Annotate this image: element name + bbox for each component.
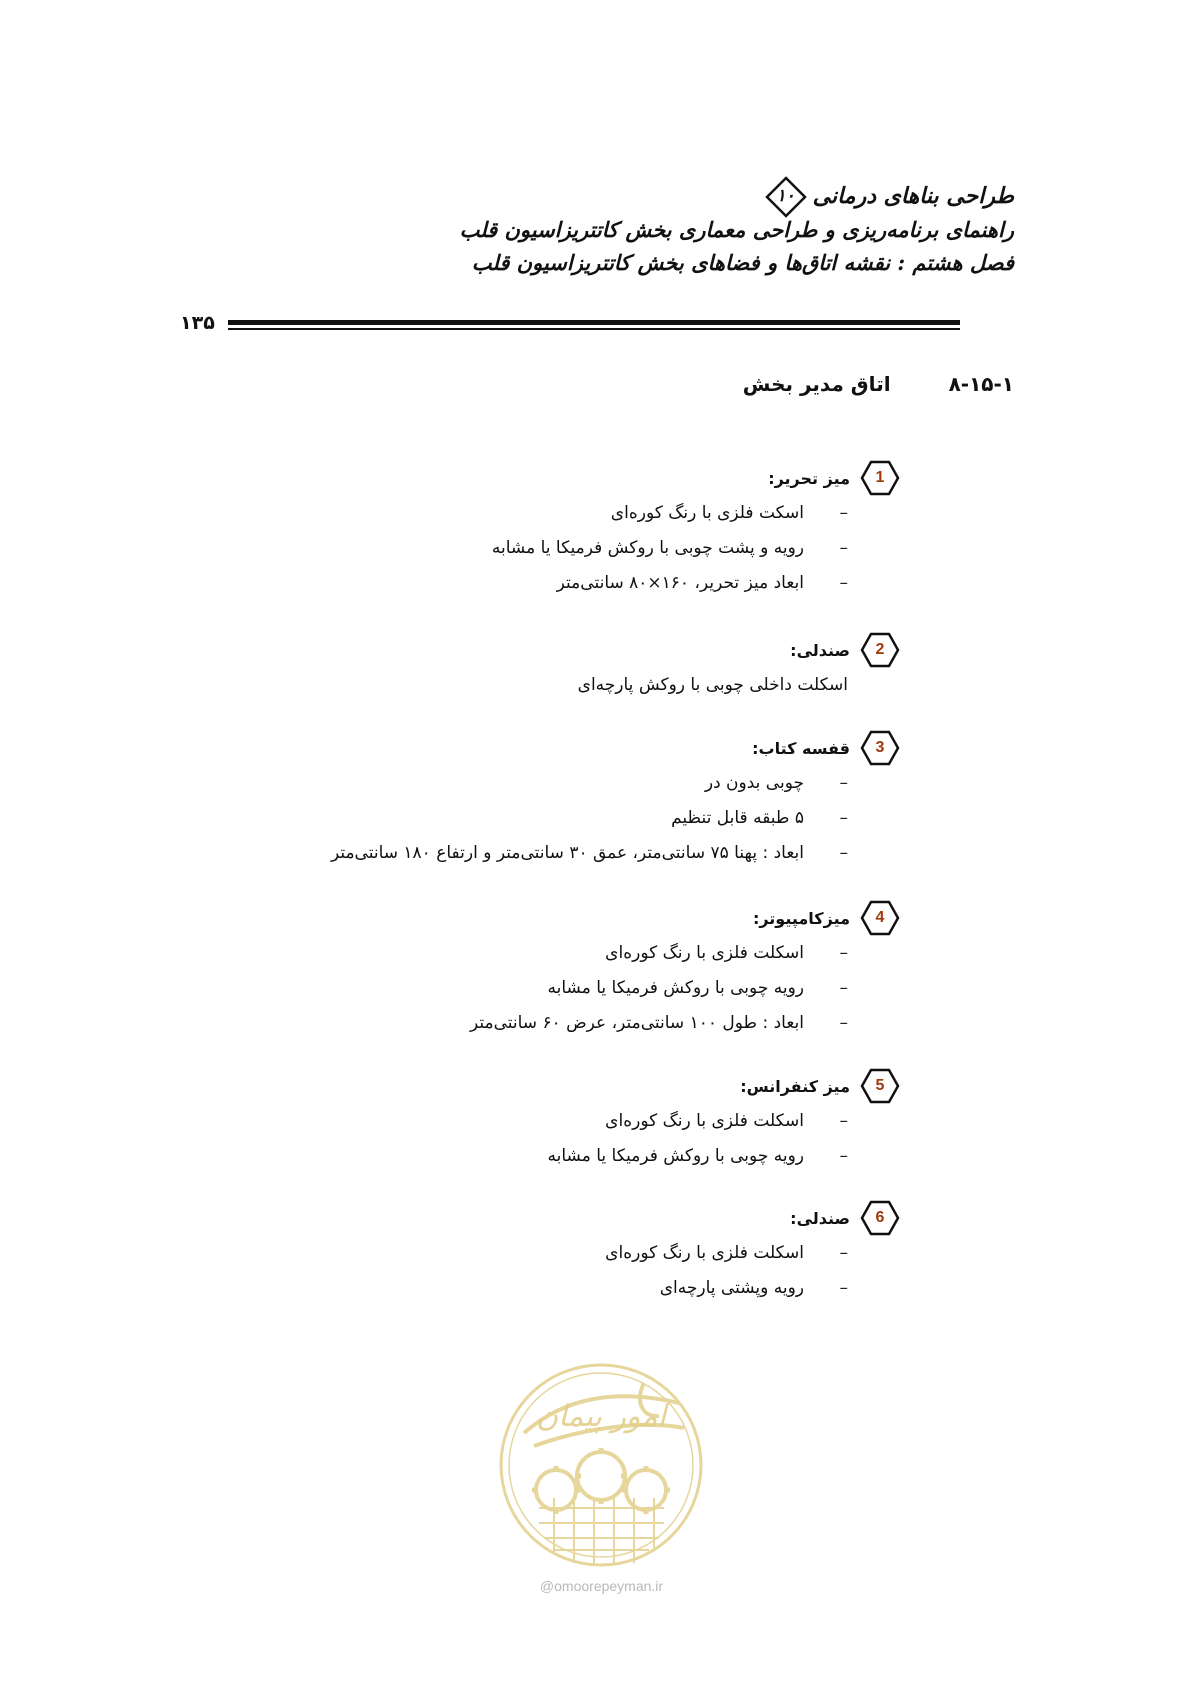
volume-diamond-badge: [765, 176, 807, 218]
hexagon-number-badge: [860, 1200, 900, 1236]
dash-marker: –: [839, 1146, 848, 1166]
section-number: ۸-۱۵-۱: [948, 372, 1014, 396]
item-title: صندلی:: [790, 640, 850, 660]
dash-marker: –: [839, 1243, 848, 1263]
item-conference-table: [200, 1068, 900, 1174]
logo-lettering: امور پیمان: [536, 1399, 666, 1434]
list-item-text: چوبی بدون در: [704, 773, 804, 793]
bullet-list: [200, 496, 848, 601]
volume-number: ۱۰: [776, 186, 795, 206]
dash-marker: –: [839, 573, 848, 593]
list-item-text: رویه وپشتی پارچه‌ای: [659, 1278, 804, 1298]
dash-marker: –: [839, 843, 848, 863]
list-item-text: ابعاد : پهنا ۷۵ سانتی‌متر، عمق ۳۰ سانتی‌متر و ارتفاع ۱۸۰ سانتی‌متر: [330, 843, 804, 863]
item-chair-2: [200, 1200, 900, 1306]
list-item: [200, 1006, 848, 1041]
list-item-text: رویه و پشت چوبی با روکش فرمیکا یا مشابه: [491, 538, 804, 558]
bullet-list: [200, 936, 848, 1041]
chapter-title: فصل هشتم : نقشه اتاق‌ها و فضاهای بخش کاتتریزاسیون قلب: [471, 250, 1014, 275]
book-title: طراحی بناهای درمانی: [812, 183, 1014, 209]
list-item-text: ابعاد : طول ۱۰۰ سانتی‌متر، عرض ۶۰ سانتی‌متر: [469, 1013, 804, 1033]
badge-number: 6: [875, 1209, 885, 1226]
dash-marker: –: [839, 773, 848, 793]
list-item-text: رویه چوبی با روکش فرمیکا یا مشابه: [547, 1146, 804, 1166]
list-item: [200, 1271, 848, 1306]
item-bookshelf: [200, 730, 900, 871]
item-title: قفسه کتاب:: [752, 738, 850, 758]
item-chair: [200, 632, 900, 703]
dash-marker: –: [839, 1013, 848, 1033]
guide-title: راهنمای برنامه‌ریزی و طراحی معماری بخش کاتتریزاسیون قلب: [459, 217, 1014, 242]
item-head: [200, 900, 900, 936]
list-item-text: ابعاد میز تحریر، ۱۶۰×۸۰ سانتی‌متر: [556, 573, 804, 593]
badge-number: 1: [875, 469, 885, 486]
list-item: [200, 1104, 848, 1139]
item-desk: [200, 460, 900, 601]
item-head: [200, 1068, 900, 1104]
list-item-text: اسکلت فلزی با رنگ کوره‌ای: [605, 1243, 804, 1263]
list-item: [200, 1236, 848, 1271]
item-title: میز کنفرانس:: [740, 1076, 850, 1096]
badge-number: 5: [875, 1077, 885, 1094]
hexagon-number-badge: [860, 730, 900, 766]
hexagon-number-badge: [860, 632, 900, 668]
hexagon-number-badge: [860, 1068, 900, 1104]
section-title: اتاق مدیر بخش: [742, 372, 891, 396]
list-item: [200, 801, 848, 836]
page-number: ۱۳۵: [180, 312, 215, 334]
item-head: [200, 730, 900, 766]
dash-marker: –: [839, 503, 848, 523]
item-head: [200, 1200, 900, 1236]
item-description: اسکلت داخلی چوبی با روکش پارچه‌ای: [577, 675, 848, 695]
dash-marker: –: [839, 943, 848, 963]
bullet-list: [200, 766, 848, 871]
rule-thin-line: [228, 328, 960, 330]
list-item-text: اسکت فلزی با رنگ کوره‌ای: [610, 503, 804, 523]
rule-thick-line: [228, 320, 960, 325]
dash-marker: –: [839, 808, 848, 828]
item-title: میزکامپیوتر:: [752, 908, 850, 928]
hexagon-number-badge: [860, 900, 900, 936]
header-book-line: [254, 180, 1014, 213]
hexagon-number-badge: [860, 460, 900, 496]
item-head: [200, 632, 900, 668]
list-item: [200, 1139, 848, 1174]
list-item: [200, 971, 848, 1006]
list-item-text: اسکلت فلزی با رنگ کوره‌ای: [605, 1111, 804, 1131]
list-item: [200, 496, 848, 531]
bullet-list: [200, 1104, 848, 1174]
omoore-peyman-logo-icon: [494, 1358, 709, 1573]
list-item-text: اسکلت فلزی با رنگ کوره‌ای: [605, 943, 804, 963]
item-head: [200, 460, 900, 496]
item-computer-desk: [200, 900, 900, 1041]
watermark-url: @omoorepeyman.ir: [539, 1578, 664, 1594]
header-rule: [180, 312, 960, 334]
badge-number: 2: [875, 641, 885, 658]
bullet-list: [200, 1236, 848, 1306]
dash-marker: –: [839, 538, 848, 558]
list-item: [200, 836, 848, 871]
list-item: [200, 531, 848, 566]
list-item: [200, 566, 848, 601]
list-item: [200, 766, 848, 801]
dash-marker: –: [839, 1111, 848, 1131]
badge-number: 3: [875, 739, 885, 756]
list-item-text: ۵ طبقه قابل تنظیم: [671, 808, 804, 828]
list-item-text: رویه چوبی با روکش فرمیکا یا مشابه: [547, 978, 804, 998]
item-title: صندلی:: [790, 1208, 850, 1228]
dash-marker: –: [839, 1278, 848, 1298]
list-item: [200, 936, 848, 971]
section-heading: [743, 372, 1014, 396]
page-header: [254, 180, 1014, 279]
watermark-logo: [494, 1358, 709, 1598]
dash-marker: –: [839, 978, 848, 998]
item-title: میز تحریر:: [768, 468, 850, 488]
badge-number: 4: [875, 909, 885, 926]
